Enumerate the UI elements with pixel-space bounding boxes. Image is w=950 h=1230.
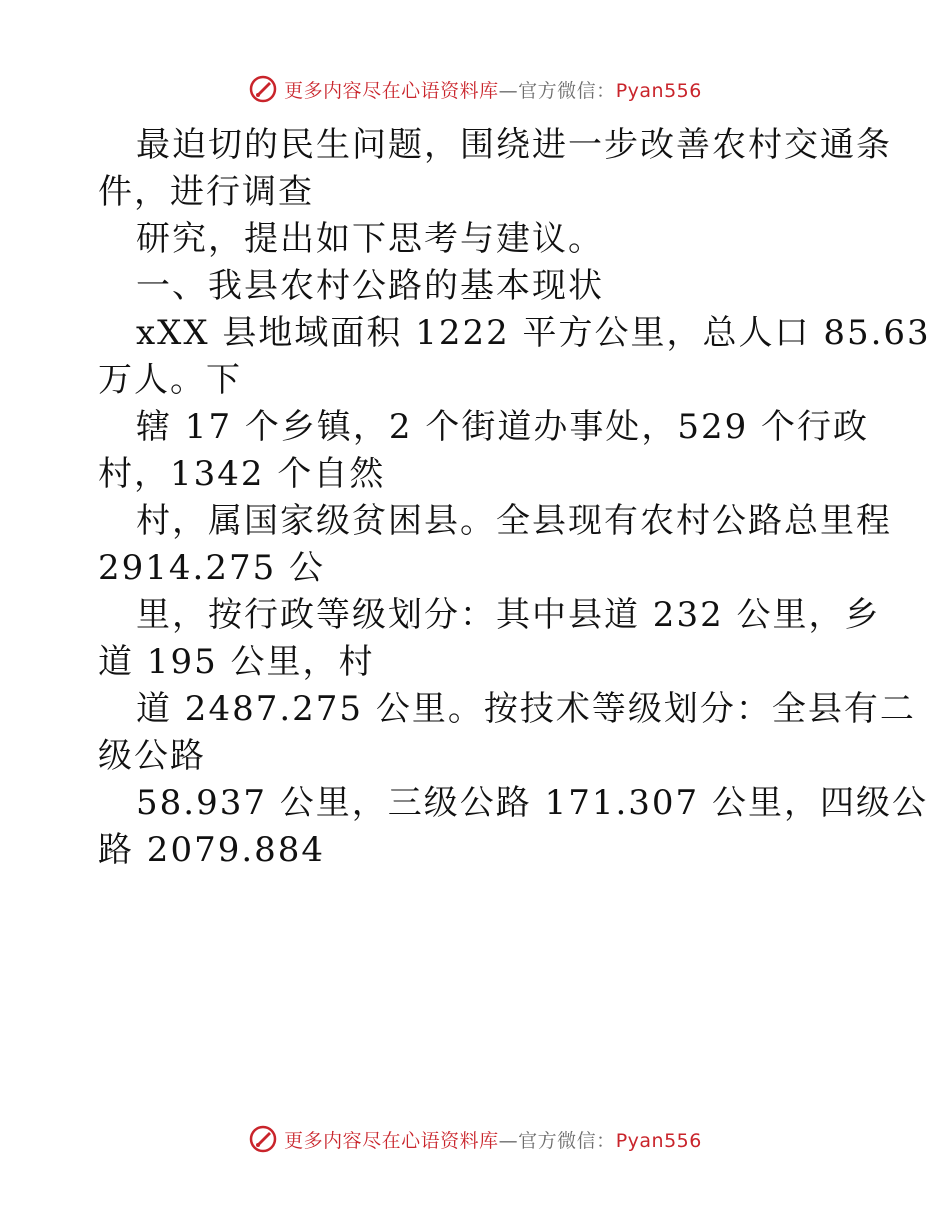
document-body (98, 122, 931, 874)
header-watermark (0, 72, 950, 106)
text-line: 道 195 公里，村 (98, 642, 375, 682)
text-line: 道 2487.275 公里。按技术等级划分：全县有二 (136, 689, 916, 729)
text-line: 58.937 公里，三级公路 171.307 公里，四级公 (136, 783, 928, 823)
text-line: 件，进行调查 (98, 172, 314, 212)
text-line: 辖 17 个乡镇，2 个街道办事处，529 个行政 (136, 407, 870, 447)
text-line: xXX 县地域面积 1222 平方公里，总人口 85.63 (136, 313, 931, 353)
text-line: 村，属国家级贫困县。全县现有农村公路总里程 (136, 501, 892, 541)
footer-watermark (0, 1122, 950, 1156)
text-line: 万人。下 (98, 360, 242, 400)
watermark-text: 更多内容尽在心语资料库—官方微信：Pyan556 (284, 1129, 702, 1152)
text-line: 研究，提出如下思考与建议。 (136, 219, 604, 259)
text-line: 里，按行政等级划分：其中县道 232 公里，乡 (136, 595, 881, 635)
text-line: 路 2079.884 (98, 830, 326, 870)
logo-icon (248, 1124, 278, 1154)
text-line: 级公路 (98, 736, 206, 776)
section-heading: 一、我县农村公路的基本现状 (136, 266, 604, 306)
logo-icon (248, 74, 278, 104)
text-line: 最迫切的民生问题，围绕进一步改善农村交通条 (136, 125, 892, 165)
text-line: 2914.275 公 (98, 548, 326, 588)
watermark-text: 更多内容尽在心语资料库—官方微信：Pyan556 (284, 79, 702, 102)
text-line: 村，1342 个自然 (98, 454, 386, 494)
